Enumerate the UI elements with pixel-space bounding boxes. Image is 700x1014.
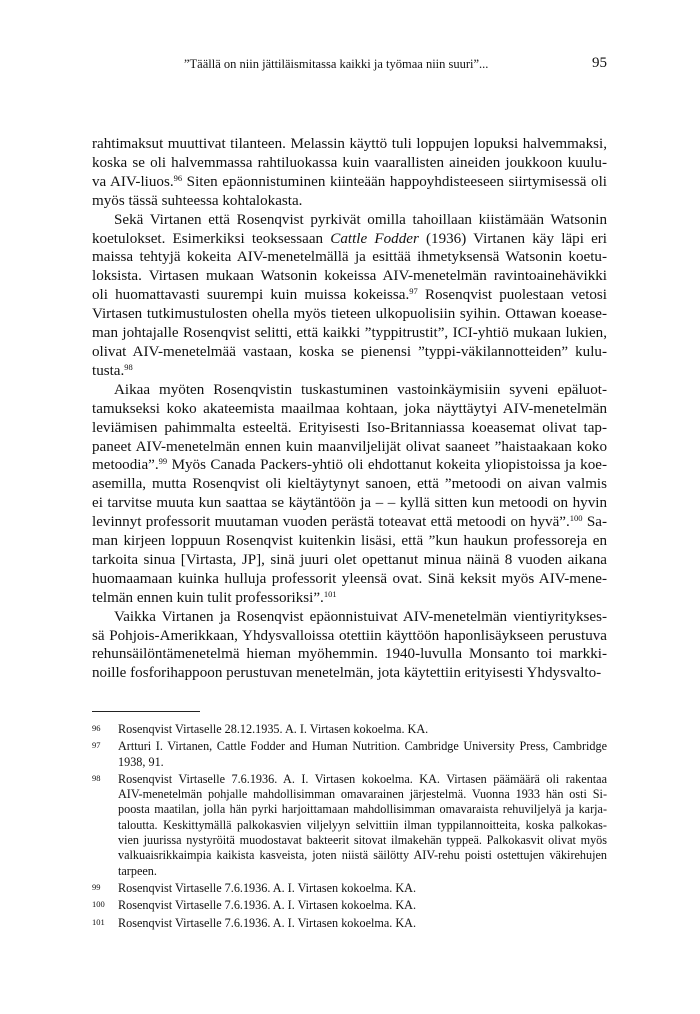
text-line: tamukseksi koko akateemista maailmaa kohtaan, joka näyttäytyi AIV-menetelmän — [92, 400, 607, 417]
footnote-text: poosta maatilan, jolla hän pyrki harjoittamaan mahdollisimman omavaraista rehuviljelyä ja karja- — [118, 802, 607, 817]
footnote-number: 99 — [92, 881, 101, 892]
text-line: koetulokset. Esimerkiksi teoksessaan Cattle Fodder (1936) Virtanen käy läpi eri — [92, 230, 607, 247]
footnote-reference[interactable]: 98 — [124, 361, 133, 372]
footnote-reference[interactable]: 99 — [158, 456, 168, 467]
footnote-reference[interactable]: 101 — [323, 588, 337, 599]
text-line: asemilla, mutta Rosenqvist oli kieltäytynyt sanoen, että ”metoodi on aivan valmis — [92, 476, 607, 493]
text-line: man johtajalle Rosenqvist selitti, että kaikki ”typpitrustit”, ICI-yhtiö mukaan lukien, — [92, 325, 607, 342]
running-title: ”Täällä on niin jättiläismitassa kaikki ja työmaa niin suuri”... — [184, 57, 489, 71]
footnote-reference[interactable]: 97 — [409, 286, 418, 297]
footnote-text: AIV-menetelmän pohjalle mahdollisimman omavarainen järjestelmä. Vuonna 1933 hän osti Si- — [118, 787, 607, 802]
text-line: olivat AIV-menetelmää vastaan, koska se pienensi ”typpi-väkilannotteiden” kulu- — [92, 343, 607, 360]
main-text — [92, 135, 607, 683]
text-line: Sekä Virtanen että Rosenqvist pyrkivät omilla tahoillaan kiistämään Watsonin — [114, 211, 607, 228]
paragraph — [92, 381, 607, 608]
footnote-100 — [92, 898, 607, 913]
running-header — [92, 57, 607, 75]
footnote-101 — [92, 916, 607, 931]
footnotes — [92, 722, 607, 933]
footnote-reference[interactable]: 96 — [173, 172, 183, 183]
text-line: levinnyt professorit muutaman vuoden perästä toteavat että metoodi on hyvä”.$^{100}$ Sa- — [92, 513, 607, 531]
footnote-number: 96 — [92, 723, 101, 733]
footnote-text: vien juurissa nystyröitä muodostavat bakteerit sitovat ilmakehän typpeä. Palkokasvit olivat myös — [118, 833, 607, 848]
footnote-96 — [92, 722, 607, 737]
text-line: telmän ennen kuin tulit professoriksi”.$^{101}$ — [92, 588, 337, 606]
footnote-text: Rosenqvist Virtaselle 7.6.1936. A. I. Virtasen kokoelma. KA. — [118, 915, 416, 930]
paragraph — [92, 608, 607, 684]
text-line: tarkoita sinua [Virtasta, JP], sinä juuri olet opettanut minua näinä 8 vuoden aikana — [92, 551, 607, 568]
text-line: myös tässä suhteessa kohtalokasta. — [92, 192, 303, 209]
paragraph — [92, 211, 607, 381]
text-line: Aikaa myöten Rosenqvistin tuskastuminen vastoinkäymisiin syveni epäluot- — [114, 381, 607, 398]
footnote-text: Artturi I. Virtanen, Cattle Fodder and Human Nutrition. Cambridge University Press, Cambridge — [118, 739, 607, 754]
footnote-text: 1938, 91. — [118, 754, 164, 769]
text-line: oli huomattavasti suurempi kuin muissa kokeissa.$^{97}$ Rosenqvist puolestaan vetosi — [92, 286, 608, 304]
footnote-text: Rosenqvist Virtaselle 28.12.1935. A. I. Virtasen kokoelma. KA. — [118, 722, 429, 736]
text-line: maissa tehtyjä kokeita AIV-menetelmällä ja esittää ihmetyksensä Watsonin koetu- — [92, 249, 607, 266]
footnote-97 — [92, 739, 607, 770]
text-line: rahtimaksut muuttivat tilanteen. Melassin käyttö tuli loppujen lopuksi halvemmaksi, — [92, 136, 607, 152]
paragraph — [92, 135, 607, 211]
footnote-number: 101 — [92, 916, 105, 927]
text-line: man kirjeen loppuun Rosenqvist kuitenkin lisäsi, että ”kun haukun professoreja en — [92, 533, 607, 550]
text-line: metoodia”.$^{99}$ Myös Canada Packers-yhtiö oli ehdottanut kokeita yliopistoissa ja koe- — [92, 456, 607, 474]
footnote-number: 100 — [92, 899, 105, 910]
footnote-99 — [92, 881, 607, 896]
text-line: huomaamaan kuinka hulluja professorit yleensä ovat. Sinä keksit myös AIV-mene- — [92, 570, 607, 587]
text-line: va AIV-liuos.$^{96}$ Siten epäonnistuminen kiinteään happoyhdisteeseen siirtymisessä oli — [92, 172, 607, 190]
text-line: loksista. Virtasen mukaan Watsonin kokeissa AIV-menetelmän ravintoainehävikki — [92, 268, 607, 285]
text-line: tusta.$^{98}$ — [92, 361, 133, 379]
footnote-text: Rosenqvist Virtaselle 7.6.1936. A. I. Virtasen kokoelma. KA. — [118, 898, 416, 913]
book-title: Cattle Fodder — [330, 230, 419, 247]
text-line: leviämisen pahimmalta esteeltä. Erityisesti Iso-Britanniassa koeasemat olivat tap- — [92, 419, 607, 436]
text-line: Vaikka Virtanen ja Rosenqvist epäonnistuivat AIV-menetelmän vientiyritykses- — [114, 608, 607, 625]
text-line: ei tarvitse muuta kun saattaa se käytäntöön ja – – kyllä sitten kun metoodi on hyvin — [92, 495, 607, 512]
footnote-number: 97 — [92, 740, 101, 751]
footnote-reference[interactable]: 100 — [569, 513, 583, 524]
footnote-text: Rosenqvist Virtaselle 7.6.1936. A. I. Virtasen kokoelma. KA. — [118, 880, 416, 895]
footnote-98 — [92, 772, 607, 879]
text-line: paneet AIV-menetelmän ennen kuin maanviljelijät olivat saaneet ”haistaakaan koko — [92, 438, 607, 455]
text-line: koska se oli halvemmassa rahtiluokassa kuin vaarallisten aineiden joukkoon kuulu- — [92, 154, 607, 171]
footnote-text: valkuaisrikkaimpia kaikista kasveista, joten niistä säilötty AIV-rehu poisti ostettujen väkirehujen — [118, 848, 607, 863]
page-number: 95 — [592, 55, 607, 71]
text-line: noille fosforihappoon perustuvan menetelmän, jota käytettiin erityisesti Yhdysvalto- — [92, 665, 602, 682]
footnote-rule — [92, 711, 200, 712]
footnote-text: Rosenqvist Virtaselle 7.6.1936. A. I. Virtasen kokoelma. KA. Virtasen päämäärä oli rakentaa — [118, 771, 607, 786]
footnote-text: taloutta. Keskittymällä palkokasvien viljelyyn selvittiin ilman typpilannoitteita, koska palkokas- — [118, 817, 607, 832]
footnote-number: 98 — [92, 772, 101, 783]
text-line: sä Pohjois-Amerikkaan, Yhdysvalloissa otettiin käyttöön haponlisäykseen perustuva — [92, 627, 607, 644]
text-line: rehunsäilöntämenetelmä hieman myöhemmin. 1940-luvulla Monsanto toi markki- — [92, 646, 607, 663]
footnote-text: tarpeen. — [118, 863, 157, 878]
text-line: Virtasen tutkimustulosten ohella myös tieteen ulkopuolisiin syihin. Ottawan koease- — [92, 306, 607, 323]
